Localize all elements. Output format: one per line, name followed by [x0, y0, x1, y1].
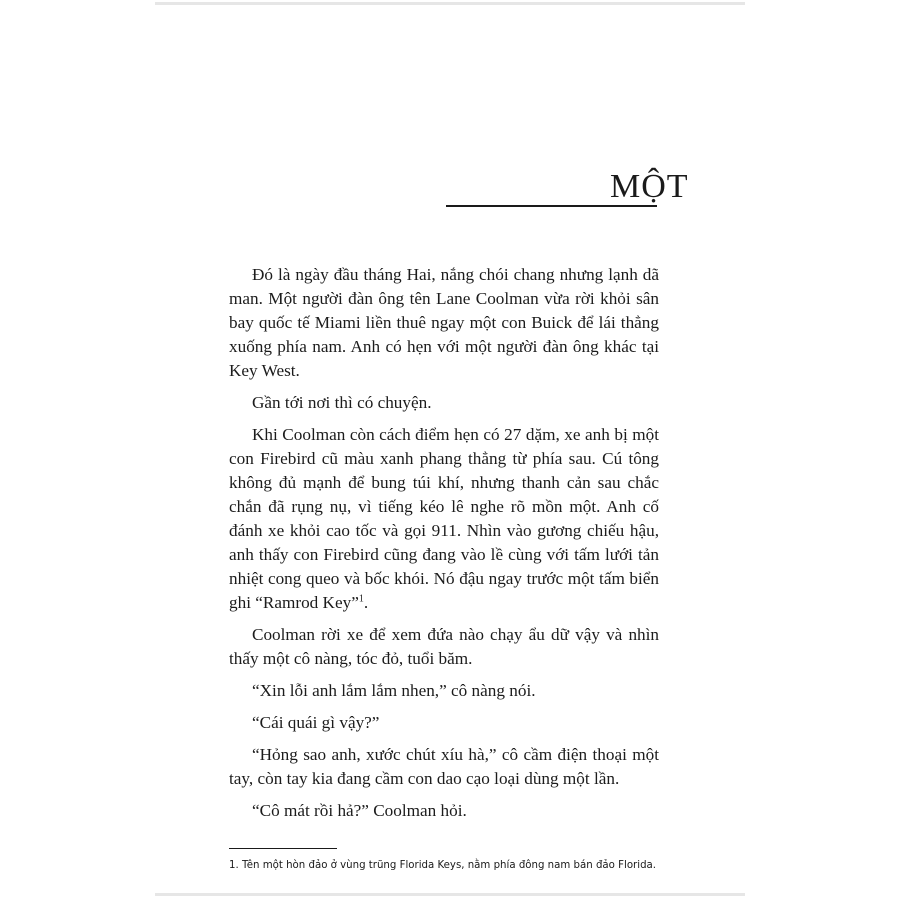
- footnote-rule: [229, 848, 337, 849]
- paragraph: “Cô mát rồi hả?” Coolman hỏi.: [252, 801, 467, 820]
- paragraph: “Cái quái gì vậy?”: [252, 713, 380, 732]
- chapter-title-rule: [446, 205, 657, 207]
- paragraph-text: Khi Coolman còn cách điểm hẹn có 27 dặm, xe anh bị một con Firebird cũ màu xanh phang thẳng từ phía sau. Cú tông không đủ mạnh để bung túi khí, nhưng thanh cản sau chắc chắn đã rụng nụ, vì tiếng kéo lê nghe rõ mồn một. Anh cố đánh xe khỏi cao tốc và gọi 911. Nhìn vào gương chiếu hậu, anh thấy con Firebird cũng đang vào lề cùng với tấm lưới tản nhiệt cong queo và bốc khói. Nó đậu ngay trước một tấm biển ghi “Ramrod Key”: [229, 425, 659, 612]
- bleed-through-text: [240, 70, 245, 85]
- chapter-title: MỘT: [610, 168, 689, 205]
- paragraph: “Hỏng sao anh, xước chút xíu hà,” cô cầm điện thoại một tay, còn tay kia đang cầm con dao cạo loại dùng một lần.: [229, 745, 659, 788]
- body-text: [229, 263, 659, 823]
- footnote: 1. Tên một hòn đảo ở vùng trũng Florida Keys, nằm phía đông nam bán đảo Florida.: [229, 860, 657, 871]
- paragraph: Gần tới nơi thì có chuyện.: [252, 393, 432, 412]
- paragraph: “Xin lỗi anh lắm lắm nhen,” cô nàng nói.: [252, 681, 536, 700]
- paragraph: Coolman rời xe để xem đứa nào chạy ẩu dữ vậy và nhìn thấy một cô nàng, tóc đỏ, tuổi băm.: [229, 625, 659, 668]
- paragraph: Đó là ngày đầu tháng Hai, nắng chói chang nhưng lạnh dã man. Một người đàn ông tên Lane Coolman vừa rời khỏi sân bay quốc tế Miami liền thuê ngay một con Buick để lái thẳng xuống phía nam. Anh có hẹn với một người đàn ông khác tại Key West.: [229, 265, 659, 380]
- paragraph: Khi Coolman còn cách điểm hẹn có 27 dặm, xe anh bị một con Firebird cũ màu xanh phang thẳng từ phía sau. Cú tông không đủ mạnh để bung túi khí, nhưng thanh cản sau chắc chắn đã rụng nụ, vì tiếng kéo lê nghe rõ mồn một. Anh cố đánh xe khỏi cao tốc và gọi 911. Nhìn vào gương chiếu hậu, anh thấy con Firebird cũng đang vào lề cùng với tấm lưới tản nhiệt cong queo và bốc khói. Nó đậu ngay trước một tấm biển ghi “Ramrod Key”$^1$.: [229, 425, 659, 612]
- footnote-reference: 1: [358, 593, 364, 605]
